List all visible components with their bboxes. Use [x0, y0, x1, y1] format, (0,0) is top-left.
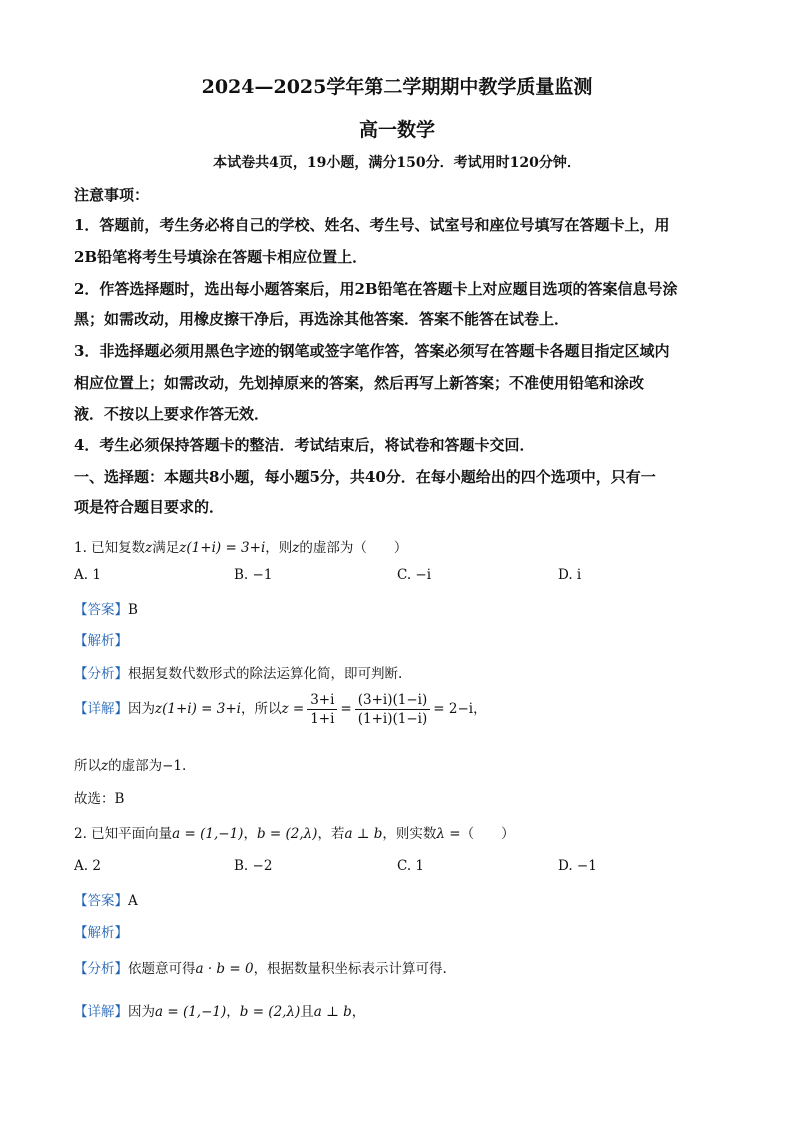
detail-text: 且 [300, 1004, 314, 1020]
q1-stem-text: ，则 [265, 540, 293, 556]
answer-value: A [128, 893, 138, 909]
notice-line: 液．不按以上要求作答无效． [74, 405, 270, 423]
answer-tag: 【答案】 [74, 602, 128, 618]
exam-title: 2024—2025学年第二学期期中教学质量监测 [201, 76, 593, 98]
q2-detail [74, 1000, 365, 1020]
detail-tag: 【详解】 [74, 1004, 128, 1020]
q1-detail: 【详解】因为z(1+i) = 3+i，所以z = $\frac{3+i}{1+i}$ = $\frac{(3+i)(1-i)}{(1+i)(1-i)}$ = 2−i， [74, 692, 487, 727]
detail-tag: 【详解】 [74, 701, 128, 717]
fraction-denominator: 1+i [310, 711, 335, 727]
q1-var: z [292, 540, 300, 556]
conclusion-value: −1. [162, 758, 187, 774]
detail-text: ， [351, 1004, 366, 1020]
analysis-tag: 【分析】 [74, 666, 128, 682]
fraction-numerator: (3+i)(1−i) [355, 692, 431, 710]
question-1-stem [74, 536, 407, 556]
q1-answer [74, 598, 138, 618]
exam-subject: 高一数学 [358, 119, 435, 141]
fraction-2 [355, 692, 431, 727]
notice-line: 3．非选择题必须用黑色字迹的钢笔或签字笔作答，答案必须写在答题卡各题目指定区域内 [74, 342, 670, 360]
jiexi-tag: 【解析】 [74, 925, 128, 941]
conclusion-text: 所以 [74, 758, 101, 774]
q2-jiexi [74, 921, 128, 941]
analysis-equation: a · b = 0 [195, 961, 254, 977]
q2-analysis [74, 957, 447, 977]
q2-option-c: C. 1 [397, 858, 425, 874]
detail-text: 因为 [128, 701, 155, 717]
section-heading: 一、选择题：本题共8小题，每小题5分，共40分．在每小题给出的四个选项中，只有一 [74, 468, 656, 486]
q2-lambda: λ = [436, 826, 461, 842]
q2-stem-text: ，若 [317, 826, 345, 842]
q2-option-a: A. 2 [74, 858, 101, 874]
fraction-numerator: 3+i [307, 692, 337, 710]
q1-equation: z(1+i) = 3+i [179, 540, 266, 556]
detail-text: ， [226, 1004, 240, 1020]
notice-line: 4．考生必须保持答题卡的整洁．考试结束后，将试卷和答题卡交回． [74, 436, 535, 454]
detail-equation: z(1+i) = 3+i [155, 701, 241, 717]
q2-vector-b: b = (2,λ) [256, 826, 318, 842]
q2-answer [74, 889, 138, 909]
q1-stem-text: 满足 [152, 540, 180, 556]
q2-stem-text: （ ） [460, 826, 515, 842]
detail-text: ， [473, 701, 487, 717]
analysis-tag: 【分析】 [74, 961, 128, 977]
detail-perp: a ⊥ b [313, 1004, 352, 1020]
q1-option-a: A. 1 [74, 567, 101, 583]
q2-stem-text: 2. 已知平面向量 [74, 826, 173, 842]
conclusion-text: 的虚部为 [108, 758, 163, 774]
q2-option-b: B. −2 [234, 858, 273, 874]
notice-line: 2B铅笔将考生号填涂在答题卡相应位置上． [74, 248, 368, 266]
detail-result: = 2−i [433, 701, 474, 717]
q1-jiexi [74, 629, 128, 649]
answer-value: B [128, 602, 138, 618]
notice-line: 相应位置上；如需改动，先划掉原来的答案，然后再写上新答案；不准使用铅笔和涂改 [74, 374, 645, 392]
question-2-stem [74, 822, 515, 842]
q1-stem-text: 的虚部为（ ） [299, 540, 408, 556]
fraction-1 [307, 692, 337, 727]
q1-option-b: B. −1 [234, 567, 273, 583]
detail-text: ，所以 [240, 701, 282, 717]
section-heading: 项是符合题目要求的． [74, 498, 225, 516]
notice-heading: 注意事项： [74, 186, 150, 204]
fraction-denominator: (1+i)(1−i) [357, 711, 428, 727]
notice-line: 黑；如需改动，用橡皮擦干净后，再选涂其他答案．答案不能答在试卷上． [74, 310, 570, 328]
detail-vector-a: a = (1,−1) [155, 1004, 227, 1020]
q2-stem-text: ， [243, 826, 257, 842]
q2-vector-a: a = (1,−1) [172, 826, 244, 842]
notice-line: 2．作答选择题时，选出每小题答案后，用2B铅笔在答题卡上对应题目选项的答案信息号涂 [74, 280, 678, 298]
q2-stem-text: ，则实数 [382, 826, 437, 842]
analysis-text: 根据复数代数形式的除法运算化简，即可判断. [128, 666, 403, 682]
jiexi-tag: 【解析】 [74, 633, 128, 649]
analysis-text: ，根据数量积坐标表示计算可得. [253, 961, 447, 977]
answer-tag: 【答案】 [74, 893, 128, 909]
q2-perp: a ⊥ b [344, 826, 383, 842]
q1-var: z [145, 540, 153, 556]
q2-option-d: D. −1 [558, 858, 597, 874]
analysis-text: 依题意可得 [128, 961, 196, 977]
detail-vector-b: b = (2,λ) [239, 1004, 301, 1020]
q1-option-d: D. i [558, 567, 582, 583]
q1-option-c: C. −i [397, 567, 432, 583]
q1-stem-text: 1. 已知复数 [74, 540, 146, 556]
conclusion-var: z [101, 758, 109, 774]
q1-choose: 故选：B [74, 791, 125, 807]
q1-conclusion [74, 754, 186, 774]
q1-analysis [74, 662, 402, 682]
exam-info: 本试卷共4页，19小题，满分150分．考试用时120分钟． [213, 155, 581, 171]
notice-line: 1．答题前，考生务必将自己的学校、姓名、考生号、试室号和座位号填写在答题卡上，用 [74, 216, 670, 234]
detail-text: 因为 [128, 1004, 155, 1020]
detail-var: z = [281, 701, 305, 717]
